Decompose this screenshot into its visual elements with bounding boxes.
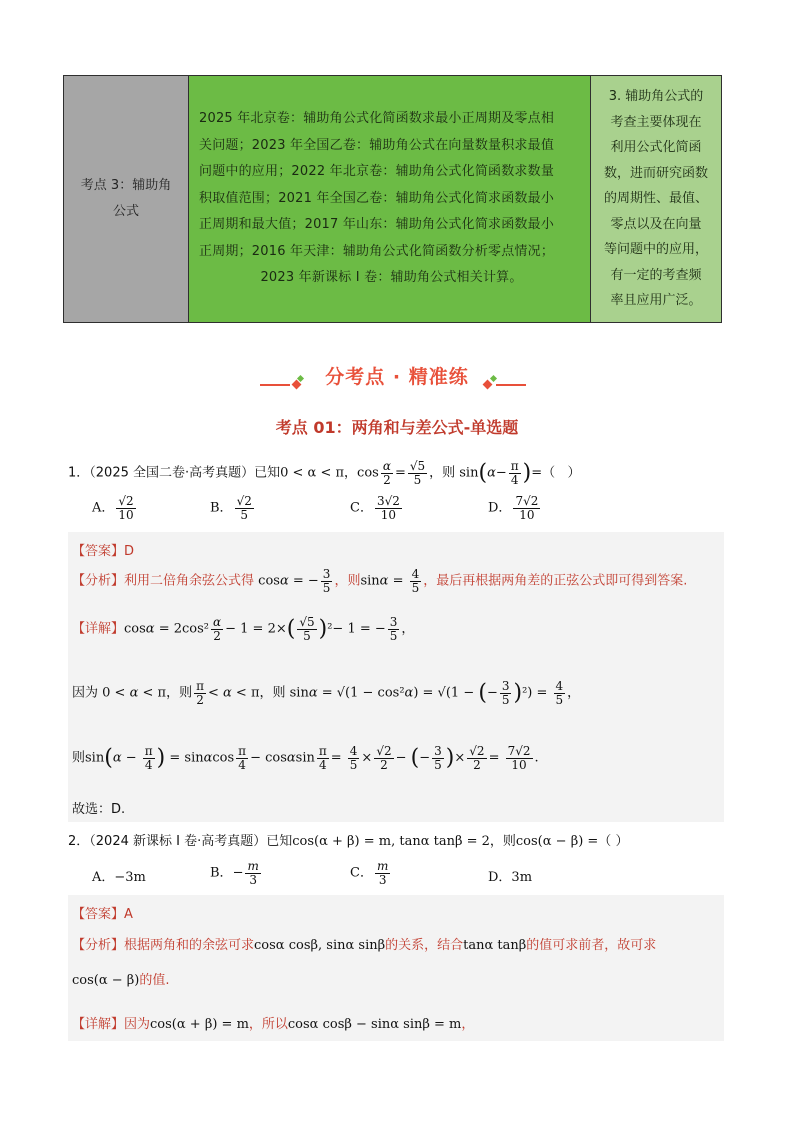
topic-label: 考点 3：辅助角公式 — [80, 178, 172, 219]
analysis-text: 利用二倍角余弦公式得 — [124, 573, 255, 589]
answer-value: D — [124, 544, 135, 559]
analysis-cell — [591, 76, 721, 322]
question-2-option-b[interactable]: B．− $\frac{m}{3}$ — [210, 859, 259, 887]
analysis-text: ，则 — [334, 573, 361, 589]
question-1-answer — [72, 540, 134, 559]
analysis-line: 零点以及在向量 — [610, 216, 702, 232]
topic-cell — [64, 76, 189, 322]
detail-tag: 【详解】 — [72, 1017, 125, 1032]
question-1-detail-3: 则sin(α − $\frac{\pi}{4}$ ) = sinαcos $\frac{\pi}{4}$ − cosαsin $\frac{\pi}{4}$ = $\frac{4}{5}$ × $\frac{√2}{2}$ − (− $\frac{3}{5}$ )× $\frac{√2}{2}$ = $\frac{7√2}{10}$ . — [72, 744, 539, 772]
exam-history-line: 问题中的应用；2022 年北京卷：辅助角公式化简函数求数量 — [199, 164, 555, 180]
question-1-condition: 0 < α < π — [280, 465, 345, 481]
analysis-tag: 【分析】 — [72, 938, 125, 953]
exam-history-line: 关问题；2023 年全国乙卷：辅助角公式在向量数量积求最值 — [199, 137, 555, 153]
detail-math: cosα cosβ − sinα sinβ = m — [287, 1017, 462, 1032]
analysis-math: tanα tanβ — [463, 938, 527, 953]
analysis-line: 有一定的考查频 — [610, 267, 702, 283]
detail-text: ，所以 — [248, 1017, 288, 1032]
exam-history-line: 正周期和最大值；2017 年山东：辅助角公式化简求函数最小 — [199, 217, 555, 233]
analysis-math: cos(α − β) — [72, 973, 140, 988]
exam-history-line: 2023 年新课标 Ⅰ 卷：辅助角公式相关计算。 — [260, 270, 523, 286]
option-letter: D． — [488, 500, 512, 516]
detail-text: ，则 — [166, 685, 193, 701]
option-letter: C． — [350, 500, 373, 516]
option-letter: C． — [350, 865, 373, 881]
question-1-option-c[interactable]: C． $\frac{3√2}{10}$ — [350, 494, 400, 522]
analysis-line: 考查主要体现在 — [610, 114, 702, 130]
analysis-line: 率且应用广泛。 — [610, 293, 702, 309]
analysis-text: ，最后再根据两角差的正弦公式即可得到答案. — [423, 573, 688, 589]
analysis-text: 的值. — [139, 973, 170, 988]
section-title: 考点 01：两角和与差公式-单选题 — [275, 418, 519, 437]
analysis-line: 利用公式化简函 — [610, 140, 702, 156]
exam-history-line: 2025 年北京卷：辅助角公式化简函数求最小正周期及零点相 — [199, 111, 555, 127]
exam-history-cell — [189, 76, 591, 322]
analysis-line: 数，进而研究函数 — [603, 165, 708, 181]
banner — [0, 362, 794, 389]
option-letter: B． — [210, 865, 233, 881]
question-1-source: 1．（2025 全国二卷·高考真题）已知 — [68, 465, 281, 481]
question-2-stem — [68, 830, 628, 849]
question-1-option-d[interactable]: D． $\frac{7√2}{10}$ — [488, 494, 539, 522]
question-2-source: 2．（2024 新课标 I 卷·高考真题）已知 — [68, 834, 293, 849]
analysis-line: 的周期性、最值、 — [603, 191, 708, 207]
question-2-answer — [72, 903, 133, 922]
question-2-detail-1 — [72, 1013, 474, 1032]
question-1-detail-1: 【详解】cosα = 2cos² $\frac{\alpha}{2}$ − 1 = 2×( $\frac{√5}{5}$ )²− 1 = − $\frac{3}{5}$ ， — [72, 615, 415, 643]
detail-tag: 【详解】 — [72, 621, 125, 637]
banner-right-line — [496, 384, 526, 386]
question-1-option-a[interactable]: A． $\frac{√2}{10}$ — [92, 494, 134, 522]
answer-tag: 【答案】 — [72, 907, 125, 922]
summary-table — [63, 75, 722, 323]
option-letter: B． — [210, 500, 233, 516]
analysis-math: cosα cosβ, sinα sinβ — [254, 938, 386, 953]
question-2-option-a[interactable]: A．−3m — [92, 870, 146, 885]
question-2-option-d[interactable]: D．3m — [488, 870, 533, 885]
question-2-ask: ，则cos(α − β) =（ ） — [489, 834, 629, 849]
question-2-analysis-cont — [72, 969, 170, 988]
question-2-option-c[interactable]: C． $\frac{m}{3}$ — [350, 859, 389, 887]
detail-text: ， — [461, 1017, 475, 1032]
question-1-choose: 故选：D. — [72, 802, 126, 817]
question-1-analysis: 【分析】利用二倍角余弦公式得 cosα = − $\frac{3}{5}$ ，则sinα = $\frac{4}{5}$ ，最后再根据两角差的正弦公式即可得到答案. — [72, 567, 688, 595]
analysis-tag: 【分析】 — [72, 573, 125, 589]
exam-history-line: 积取值范围；2021 年全国乙卷：辅助角公式化简求函数最小 — [199, 190, 555, 206]
detail-math: cos(α + β) = m — [150, 1017, 249, 1032]
question-2-analysis — [72, 934, 656, 953]
analysis-text: 的值可求前者，故可求 — [526, 938, 657, 953]
question-1-stem: 1．（2025 全国二卷·高考真题）已知0 < α < π，cos $\frac{\alpha}{2}$ = $\frac{√5}{5}$ ，则 sin(α− $\frac{\pi}{4}$ )=（ ） — [68, 459, 581, 487]
answer-value: A — [124, 907, 133, 922]
question-1-detail-2: 因为 0 < α < π，则 $\frac{\pi}{2}$ < α < π，则 sinα = √(1 − cos²α) = √(1 − (− $\frac{3}{5}$ )²) = $\frac{4}{5}$ ， — [72, 679, 581, 707]
banner-title: 分考点 · 精准练 — [325, 366, 469, 388]
analysis-text: 根据两角和的余弦可求 — [124, 938, 255, 953]
detail-text: 则 — [72, 750, 86, 766]
answer-tag: 【答案】 — [72, 544, 125, 559]
analysis-text: 的关系，结合 — [385, 938, 464, 953]
option-letter: A． — [92, 500, 115, 516]
exam-history-line: 正周期；2016 年天津：辅助角公式化简函数分析零点情况； — [199, 243, 555, 259]
detail-text: 因为 — [124, 1017, 151, 1032]
analysis-line: 3. 辅助角公式的 — [608, 89, 704, 105]
question-2-condition: cos(α + β) = m, tanα tanβ = 2 — [292, 834, 490, 849]
question-1-option-b[interactable]: B． $\frac{√2}{5}$ — [210, 494, 252, 522]
analysis-line: 等问题中的应用， — [603, 242, 708, 258]
detail-text: 因为 — [72, 685, 99, 701]
